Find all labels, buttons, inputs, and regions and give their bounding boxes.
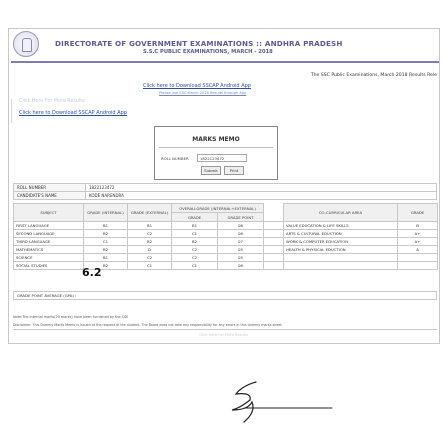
spacer-cell	[264, 238, 284, 246]
disclaimer-text: Disclaimer: This Dummy Marks Memo is issued at the request of the student. The Board does not take any responsibility for any errors in this dummy marks sheet.	[13, 323, 283, 327]
co-grade-cell: A	[398, 246, 438, 254]
gpa-label: GRADE POINT AVERAGE (GPA) :	[17, 293, 77, 298]
overall-grade-cell: B1	[172, 222, 218, 230]
print-button[interactable]: Print	[224, 166, 244, 175]
co-curricular-cell	[284, 254, 398, 262]
grade-internal-cell: C1	[84, 238, 128, 246]
grade-point-cell: 06	[218, 230, 264, 238]
page-title: DIRECTORATE OF GOVERNMENT EXAMINATIONS :: ANDHRA PRADESH	[55, 39, 343, 48]
grade-point-cell: 07	[218, 238, 264, 246]
marks-table	[13, 203, 438, 270]
grade-external-cell: C2	[128, 230, 172, 238]
marks-memo-title: MARKS MEMO	[192, 136, 240, 143]
roll-number-input[interactable]	[197, 154, 247, 162]
download-app-link[interactable]: Click here to Download SSCAP Android App	[143, 83, 251, 89]
download-app-link-secondary[interactable]: Click here to Download SSCAP Android App	[19, 110, 127, 116]
spacer-cell	[264, 222, 284, 230]
spacer-cell	[264, 246, 284, 254]
table-row	[14, 192, 437, 200]
grade-point-cell: 06	[218, 262, 264, 270]
spacer-cell	[264, 230, 284, 238]
side-divider	[11, 99, 12, 123]
overall-grade-header: OVERALLGRADE (INTERNAL+EXTERNAL)	[172, 204, 264, 213]
co-grade-cell	[398, 254, 438, 262]
co-curricular-cell	[284, 262, 398, 270]
candidate-name-value: KODE NARENDRA	[86, 192, 437, 200]
gpa-value: 6.2	[82, 266, 102, 279]
table-row	[14, 254, 438, 262]
roll-number-label: ROLL NUMBER	[161, 156, 189, 161]
co-grade-cell	[398, 262, 438, 270]
candidate-info-table	[13, 183, 437, 200]
grade-internal-cell: B1	[84, 222, 128, 230]
results-page	[8, 28, 440, 344]
co-grade-header: GRADE	[398, 204, 438, 222]
subject-cell: SCIENCE	[14, 254, 84, 262]
gpa-row	[13, 291, 437, 300]
subject-cell: SECOND LANGUAGE	[14, 230, 84, 238]
overall-grade-cell: C1	[172, 262, 218, 270]
submit-button[interactable]: Submit	[201, 166, 221, 175]
grade-internal-cell: B1	[84, 254, 128, 262]
co-grade-cell: A+	[398, 238, 438, 246]
table-row	[14, 184, 437, 192]
table-row	[14, 246, 438, 254]
internal-marks-note: Note:The Internal marks(20 marks) have been furnished by the CSE	[13, 315, 129, 319]
co-curricular-cell: ARTS & CULTURAL EDUCTION	[284, 230, 398, 238]
grade-internal-cell: B2	[84, 230, 128, 238]
memo-divider	[159, 147, 273, 148]
download-app-sublink[interactable]: Please use SSC March 2018 Results through App	[159, 91, 247, 95]
overall-grade-cell: C1	[172, 230, 218, 238]
table-header-row	[14, 204, 438, 213]
co-grade-cell: A+	[398, 230, 438, 238]
co-curricular-cell: VALUE EDUCATION & LIFE SKILLS	[284, 222, 398, 230]
grade-internal-header: GRADE (INTERNAL)	[84, 204, 128, 222]
page-subtitle: S.S.C PUBLIC EXAMINATIONS, MARCH - 2018	[143, 49, 273, 55]
roll-number-value: 1822123472	[86, 184, 437, 192]
grade-external-cell: C1	[128, 262, 172, 270]
results-marquee: The SSC Public Examinations, March 2018 Results Rele	[310, 73, 437, 78]
overall-grade-cell: C2	[172, 246, 218, 254]
subject-cell: SOCIAL STUDIES	[14, 262, 84, 270]
subject-cell: FIRST LANGUAGE	[14, 222, 84, 230]
grade-internal-cell: B2	[84, 246, 128, 254]
faded-results-text: Click Here For More Results	[19, 99, 85, 104]
grade-point-header: GRADE POINT	[218, 213, 264, 222]
faded-results-footer: Click Here For More Results	[199, 333, 249, 337]
subject-cell: MATHEMATICS	[14, 246, 84, 254]
co-grade-cell: B	[398, 222, 438, 230]
table-row	[14, 222, 438, 230]
table-row	[14, 238, 438, 246]
page-header	[9, 29, 439, 65]
co-curricular-header: CO-CURRICULAR AREA	[284, 204, 398, 222]
overall-grade-cell: C2	[172, 254, 218, 262]
table-row	[14, 262, 438, 270]
header-divider	[11, 61, 439, 63]
subject-header: SUBJECT	[14, 204, 84, 222]
spacer-cell	[264, 262, 284, 270]
grade-point-cell: 05	[218, 246, 264, 254]
spacer-cell	[264, 254, 284, 262]
grade-external-cell: B1	[128, 222, 172, 230]
grade-external-cell: B2	[128, 238, 172, 246]
candidate-name-label: CANDIDATE'S NAME	[14, 192, 86, 200]
grade-external-cell: C2	[128, 254, 172, 262]
roll-number-label: ROLL NUMBER	[14, 184, 86, 192]
grade-internal-cell: B2	[84, 262, 128, 270]
marks-memo-form	[154, 126, 278, 180]
grade-external-header: GRADE (EXTERNAL)	[128, 204, 172, 222]
table-row	[14, 230, 438, 238]
grade-point-cell: 05	[218, 254, 264, 262]
overall-grade-cell: B2	[172, 238, 218, 246]
subject-cell: THIRD LANGUAGE	[14, 238, 84, 246]
grade-header: GRADE	[172, 213, 218, 222]
handwritten-signature	[222, 370, 422, 426]
grade-point-cell: 08	[218, 222, 264, 230]
government-seal-icon	[13, 31, 39, 57]
spacer-cell	[264, 204, 284, 222]
co-curricular-cell: HEALTH & PHYSICAL EDUCTION	[284, 246, 398, 254]
co-curricular-cell: WORK & COMPUTER EDUCATION	[284, 238, 398, 246]
bottom-divider	[13, 329, 437, 330]
grade-external-cell: D	[128, 246, 172, 254]
